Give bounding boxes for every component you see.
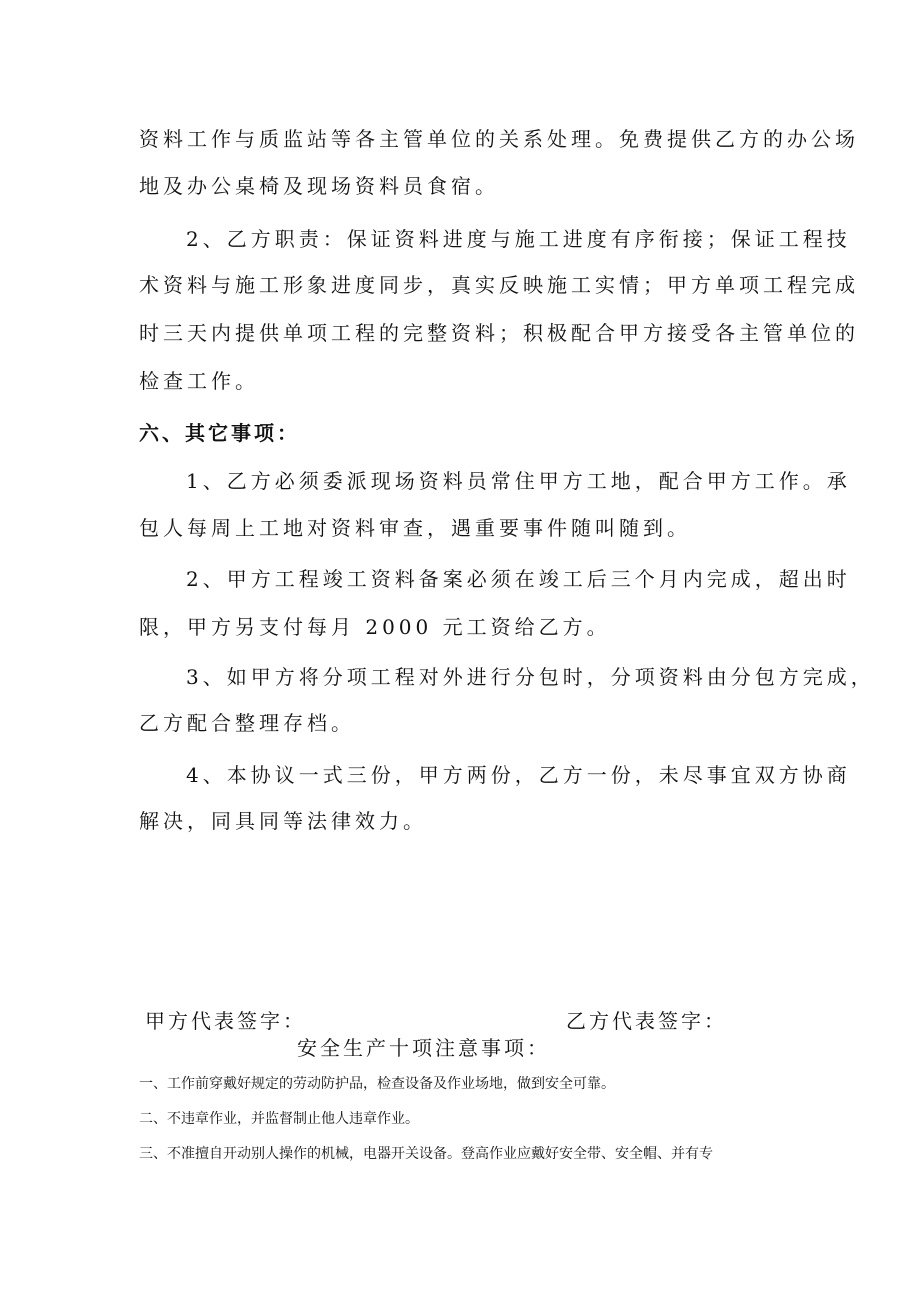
safety-title: 安全生产十项注意事项： [297, 1036, 550, 1060]
body-line: 乙方配合整理存档。 [139, 711, 355, 735]
body-line: 解决，同具同等法律效力。 [139, 809, 427, 833]
body-line: 术资料与施工形象进度同步，真实反映施工实情；甲方单项工程完成 [139, 273, 859, 297]
safety-item: 一、工作前穿戴好规定的劳动防护品，检查设备及作业场地，做到安全可靠。 [139, 1076, 615, 1092]
body-line: 2、乙方职责：保证资料进度与施工进度有序衔接；保证工程技 [186, 227, 851, 251]
body-line: 2、甲方工程竣工资料备案必须在竣工后三个月内完成，超出时 [186, 567, 851, 591]
body-line: 1、乙方必须委派现场资料员常住甲方工地，配合甲方工作。承 [186, 469, 851, 493]
party-b-signature-label: 乙方代表签字： [566, 1009, 727, 1033]
safety-item: 二、不违章作业，并监督制止他人违章作业。 [139, 1111, 419, 1127]
body-line: 3、如甲方将分项工程对外进行分包时，分项资料由分包方完成， [186, 665, 875, 689]
body-line: 检查工作。 [139, 369, 259, 393]
body-line: 地及办公桌椅及现场资料员食宿。 [139, 174, 499, 198]
body-line: 4、本协议一式三份，甲方两份，乙方一份，未尽事宜双方协商 [186, 763, 851, 787]
body-line: 时三天内提供单项工程的完整资料；积极配合甲方接受各主管单位的 [139, 321, 859, 345]
body-line: 包人每周上工地对资料审查，遇重要事件随叫随到。 [139, 516, 691, 540]
party-a-signature-label: 甲方代表签字： [145, 1009, 306, 1033]
section-heading: 六、其它事项： [139, 421, 300, 445]
body-line: 限，甲方另支付每月 2000 元工资给乙方。 [139, 615, 611, 639]
body-line: 资料工作与质监站等各主管单位的关系处理。免费提供乙方的办公场 [139, 127, 859, 151]
safety-item: 三、不准擅自开动别人操作的机械，电器开关设备。登高作业应戴好安全带、安全帽、并有专 [139, 1146, 713, 1162]
